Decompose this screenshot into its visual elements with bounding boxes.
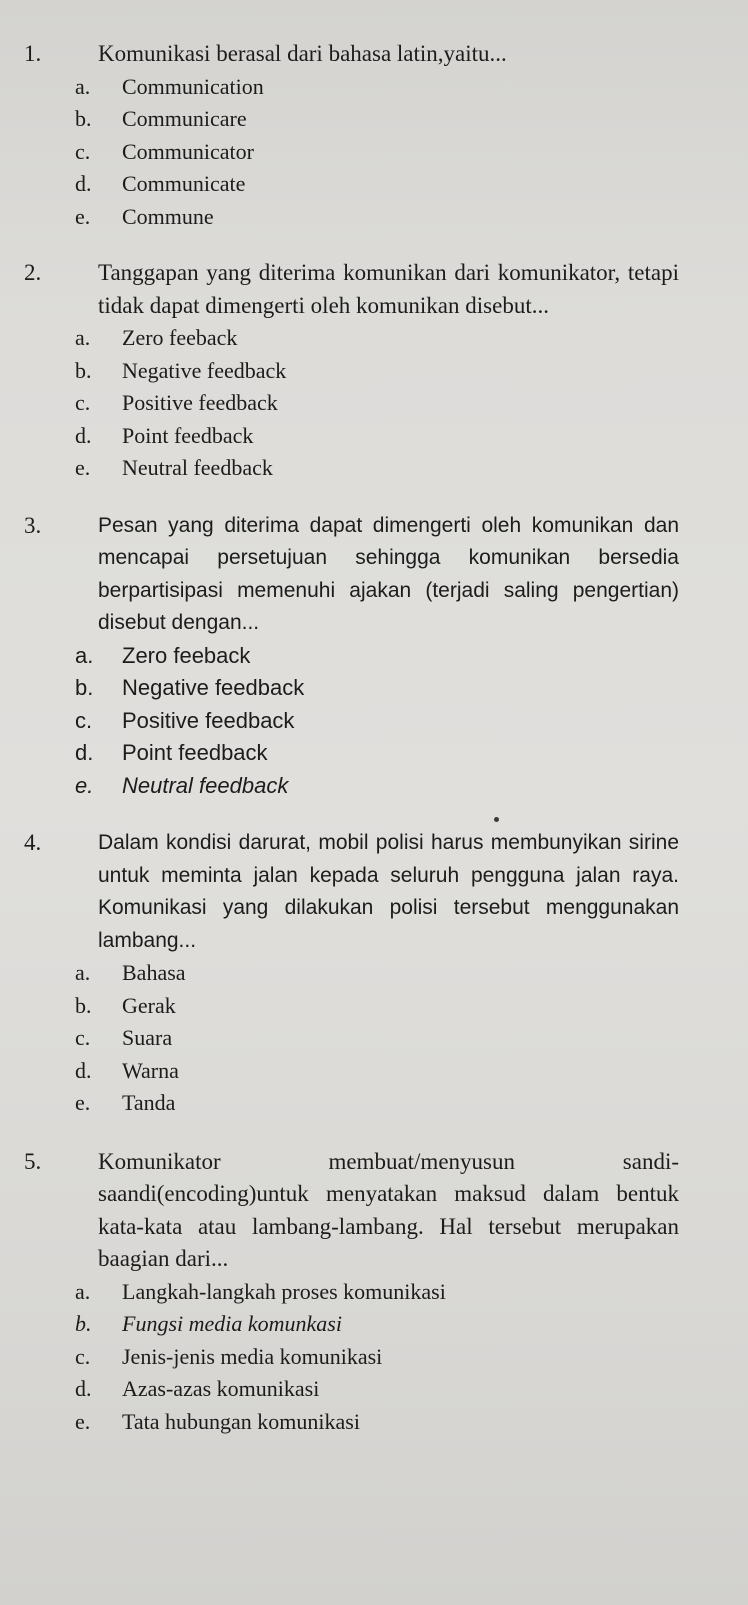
option-e[interactable] (75, 1087, 679, 1120)
option-text: Positive feedback (122, 390, 278, 415)
option-d[interactable] (75, 1373, 679, 1406)
option-letter: e. (75, 1090, 91, 1115)
option-letter: d. (75, 740, 94, 765)
option-c[interactable] (75, 387, 679, 420)
question-text: Dalam kondisi darurat, mobil polisi harus membunyikan sirine untuk meminta jalan kepada seluruh pengguna jalan raya. Komunikasi yang dilakukan polisi tersebut menggunakan lambang... (98, 831, 679, 952)
option-text: Tata hubungan komunikasi (122, 1408, 360, 1434)
option-letter: c. (75, 1343, 91, 1369)
option-text: Neutral feedback (122, 455, 273, 480)
option-text: Commune (122, 203, 214, 229)
option-e[interactable] (75, 1406, 679, 1439)
option-text: Point feedback (122, 740, 268, 765)
option-b[interactable] (75, 1308, 679, 1341)
option-letter: e. (75, 203, 91, 229)
question-text: Pesan yang diterima dapat dimengerti oleh komunikan dan mencapai persetujuan sehingga komunikan bersedia berpartisipasi memenuhi ajakan (terjadi saling pengertian) disebut dengan... (98, 513, 679, 634)
question-text: Komunikator membuat/menyusun sandi-saandi(encoding)untuk menyatakan maksud dalam bentuk kata-kata atau lambang-lambang. Hal tersebut merupakan baagian dari... (98, 1148, 679, 1271)
option-letter: d. (75, 1376, 92, 1401)
option-text: Communicate (122, 171, 246, 196)
option-text: Communicare (122, 106, 247, 131)
option-text: Fungsi media komunkasi (122, 1311, 342, 1336)
question-3 (24, 510, 679, 803)
option-letter: c. (75, 1025, 91, 1050)
pen-mark-dot (494, 817, 499, 822)
option-b[interactable] (75, 672, 679, 705)
question-4 (24, 827, 679, 1120)
option-c[interactable] (75, 705, 679, 738)
option-text: Communication (122, 73, 264, 99)
option-letter: e. (75, 772, 94, 798)
option-c[interactable] (75, 1022, 679, 1055)
option-text: Negative feedback (122, 675, 305, 700)
options-list (75, 322, 679, 485)
option-a[interactable] (75, 1276, 679, 1309)
option-letter: d. (75, 171, 92, 196)
exam-sheet (24, 38, 679, 1438)
options-list (75, 640, 679, 803)
option-letter: b. (75, 106, 92, 131)
option-letter: c. (75, 390, 91, 415)
option-text: Langkah-langkah proses komunikasi (122, 1278, 446, 1304)
option-b[interactable] (75, 355, 679, 388)
question-number: 4. (24, 830, 42, 855)
option-d[interactable] (75, 1055, 679, 1088)
option-letter: a. (75, 642, 94, 668)
option-text: Gerak (122, 992, 176, 1018)
option-b[interactable] (75, 990, 679, 1023)
question-text: Komunikasi berasal dari bahasa latin,yaitu... (98, 41, 507, 66)
question-1 (24, 38, 679, 233)
option-d[interactable] (75, 737, 679, 770)
option-text: Zero feeback (122, 325, 238, 350)
option-e[interactable] (75, 770, 679, 803)
options-list (75, 957, 679, 1120)
option-text: Jenis-jenis media komunikasi (122, 1343, 383, 1369)
option-letter: c. (75, 707, 93, 733)
options-list (75, 1276, 679, 1439)
option-a[interactable] (75, 957, 679, 990)
option-a[interactable] (75, 71, 679, 104)
option-c[interactable] (75, 1341, 679, 1374)
option-e[interactable] (75, 452, 679, 485)
option-letter: a. (75, 73, 91, 99)
question-number: 3. (24, 512, 42, 538)
option-letter: b. (75, 1311, 92, 1336)
option-text: Azas-azas komunikasi (122, 1376, 320, 1401)
question-number: 1. (24, 41, 42, 66)
option-text: Point feedback (122, 422, 254, 448)
option-letter: c. (75, 138, 91, 164)
option-text: Suara (122, 1025, 173, 1050)
option-letter: a. (75, 1278, 91, 1304)
option-text: Warna (122, 1057, 179, 1083)
option-letter: b. (75, 992, 92, 1018)
option-letter: e. (75, 1408, 91, 1434)
option-c[interactable] (75, 136, 679, 169)
option-letter: b. (75, 675, 94, 700)
option-letter: d. (75, 1057, 92, 1083)
option-text: Communicator (122, 138, 254, 164)
option-letter: a. (75, 325, 91, 350)
option-letter: e. (75, 455, 91, 480)
option-text: Bahasa (122, 960, 186, 985)
option-letter: b. (75, 357, 92, 383)
option-text: Negative feedback (122, 357, 287, 383)
option-letter: d. (75, 422, 92, 448)
option-text: Tanda (122, 1090, 176, 1115)
question-5 (24, 1146, 679, 1439)
question-number: 2. (24, 260, 42, 285)
question-2 (24, 257, 679, 485)
option-letter: a. (75, 960, 91, 985)
option-text: Positive feedback (122, 707, 295, 733)
option-text: Neutral feedback (122, 772, 289, 798)
option-text: Zero feeback (122, 642, 251, 668)
option-a[interactable] (75, 640, 679, 673)
question-number: 5. (24, 1148, 42, 1174)
option-a[interactable] (75, 322, 679, 355)
option-e[interactable] (75, 201, 679, 234)
option-d[interactable] (75, 168, 679, 201)
question-text: Tanggapan yang diterima komunikan dari komunikator, tetapi tidak dapat dimengerti oleh komunikan disebut... (98, 260, 679, 318)
options-list (75, 71, 679, 234)
option-d[interactable] (75, 420, 679, 453)
option-b[interactable] (75, 103, 679, 136)
